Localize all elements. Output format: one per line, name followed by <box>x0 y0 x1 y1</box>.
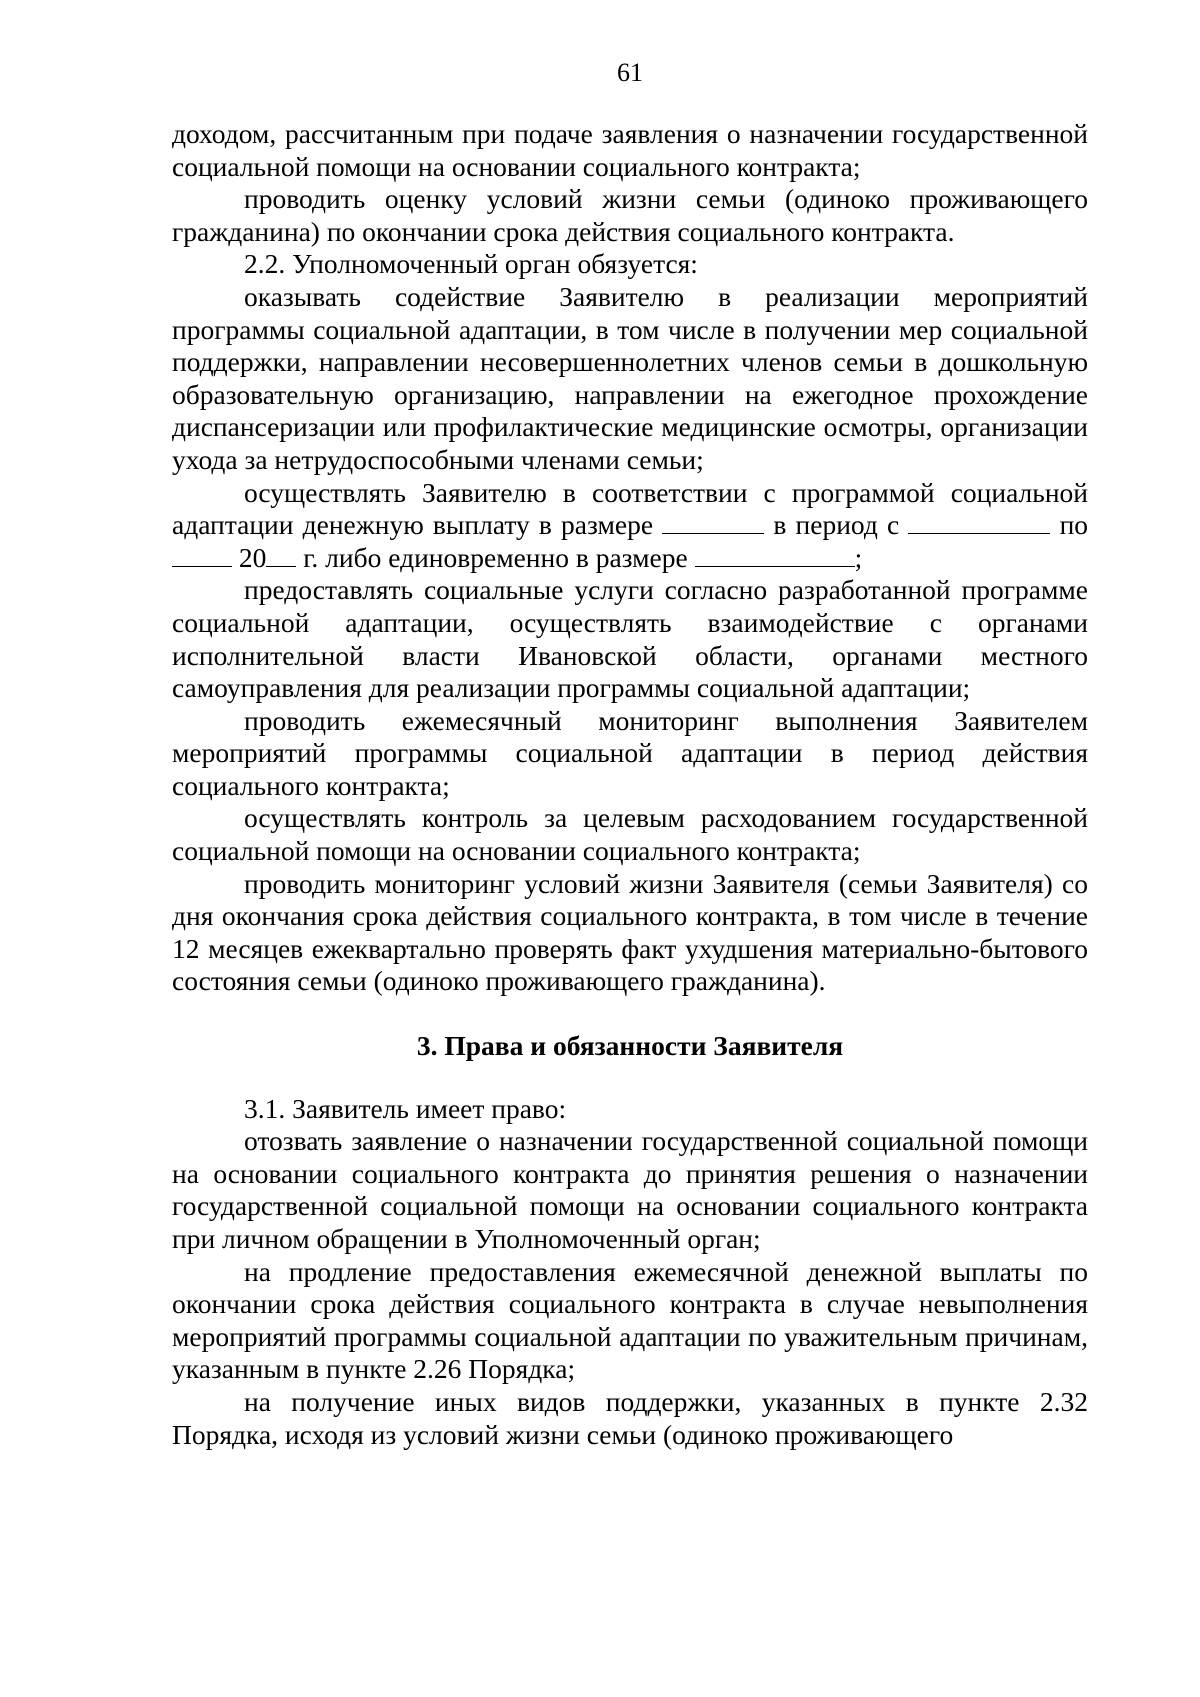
clause-2-2: 2.2. Уполномоченный орган обязуется: <box>244 248 698 280</box>
paragraph-extension: на продление предоставления ежемесячной денежной выплаты по окончании срока действия социального контракта в случае невыполнения мероприятий программы социальной адаптации по уважительным причинам, указанным в пункте 2.26 Порядка; <box>172 1255 1088 1385</box>
payment-text-4: 20 <box>238 541 267 573</box>
paragraph-monitor-after-contract: проводить мониторинг условий жизни Заявителя (семьи Заявителя) со дня окончания срока действия социального контракта, в том числе в течение 12 месяцев ежеквартально проверять факт ухудшения материально-бытового состояния семьи (одиноко проживающего гражданина). <box>172 867 1088 997</box>
paragraph-assess-living-conditions: проводить оценку условий жизни семьи (одиноко проживающего гражданина) по окончании срока действия социального контракта. <box>172 183 1088 247</box>
blank-period-from <box>908 511 1050 534</box>
paragraph-payment <box>172 477 1088 575</box>
blank-lump-sum <box>695 544 855 567</box>
paragraph-assist-applicant: оказывать содействие Заявителю в реализации мероприятий программы социальной адаптации, в том числе в получении мер социальной поддержки, направлении несовершеннолетних членов семьи в дошкольную образовательную организацию, направлении на ежегодное прохождение диспансеризации или профилактические медицинские осмотры, организации ухода за нетрудоспособными членами семьи; <box>172 280 1088 475</box>
paragraph-monthly-monitoring: проводить ежемесячный мониторинг выполнения Заявителем мероприятий программы социальной адаптации в период действия социального контракта; <box>172 704 1088 801</box>
blank-payment-amount <box>662 511 764 534</box>
payment-text-6: ; <box>854 541 863 573</box>
payment-text-5: г. либо единовременно в размере <box>303 541 688 573</box>
document-body <box>172 118 1088 1451</box>
blank-year <box>266 544 296 567</box>
paragraph-withdraw-application: отозвать заявление о назначении государственной социальной помощи на основании социального контракта до принятия решения о назначении государственной социальной помощи на основании социального контракта при личном обращении в Уполномоченный орган; <box>172 1125 1088 1254</box>
clause-3-1: 3.1. Заявитель имеет право: <box>244 1092 567 1124</box>
blank-period-to <box>172 544 232 567</box>
paragraph-other-support: на получение иных видов поддержки, указанных в пункте 2.32 Порядка, исходя из условий жизни семьи (одиноко проживающего <box>172 1385 1088 1450</box>
payment-text-2: в период с <box>773 509 900 541</box>
payment-text-1: осуществлять Заявителю в соответствии с программой социальной адаптации денежную выплату в размере <box>172 476 1088 541</box>
section-heading-3: 3. Права и обязанности Заявителя <box>416 1030 844 1062</box>
paragraph-control-spending: осуществлять контроль за целевым расходованием государственной социальной помощи на основании социального контракта; <box>172 802 1088 867</box>
paragraph-provide-services: предоставлять социальные услуги согласно разработанной программе социальной адаптации, осуществлять взаимодействие с органами исполнительной власти Ивановской области, органами местного самоуправления для реализации программы социальной адаптации; <box>172 574 1088 704</box>
payment-text-3: по <box>1059 509 1089 541</box>
page-number: 61 <box>617 58 643 87</box>
paragraph-continuation: доходом, рассчитанным при подаче заявления о назначении государственной социальной помощи на основании социального контракта; <box>172 118 1088 182</box>
